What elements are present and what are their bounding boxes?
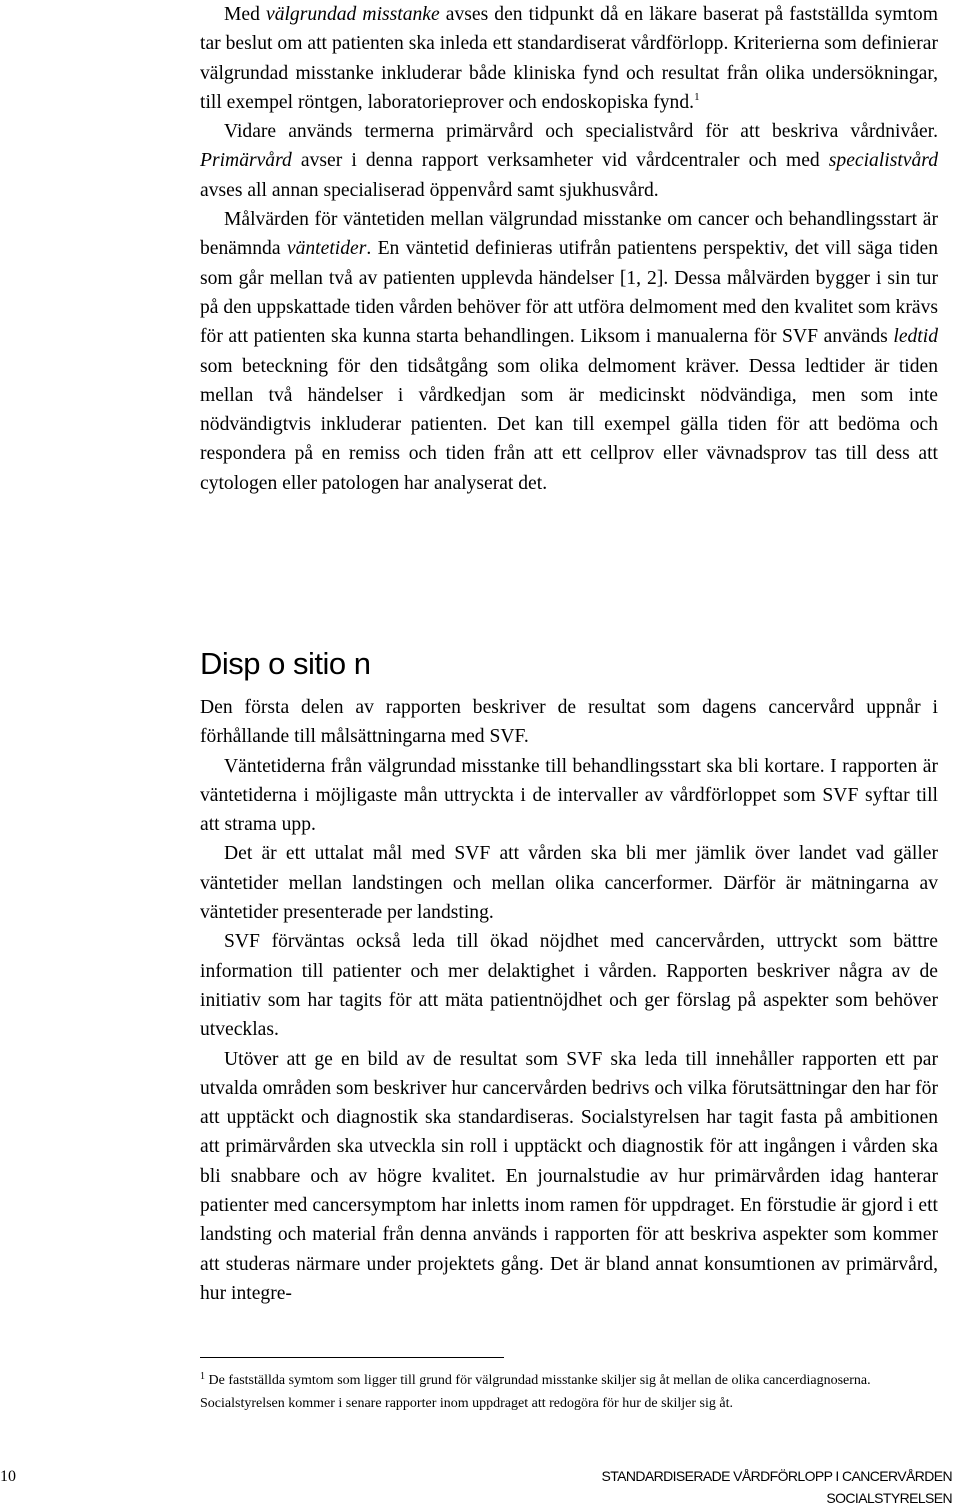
- text-run: Målvärden för väntetiden mellan välgrundad misstanke om cancer och behandlingsstart är benämnda: [200, 209, 938, 260]
- term-specialistvard: specialistvård: [828, 150, 938, 172]
- footnote: [200, 1369, 945, 1415]
- footnote-reference[interactable]: 1: [694, 90, 700, 103]
- body-text-disposition: [200, 693, 938, 1308]
- paragraph-valgrundad-misstanke: [200, 0, 938, 117]
- page-number: 10: [0, 1468, 16, 1485]
- paragraph-vardnivaer: [200, 117, 938, 205]
- paragraph: Det är ett uttalat mål med SVF att vården ska bli mer jämlik över landet vad gäller väntetider mellan landstingen och mellan olika cancerformer. Därför är mätningarna av väntetider presenterade per landsting.: [200, 843, 938, 924]
- body-text-top: [200, 0, 938, 498]
- paragraph: Den första delen av rapporten beskriver de resultat som dagens cancervård uppnår i förhållande till målsättningarna med SVF.: [200, 697, 938, 748]
- text-run: Med: [224, 4, 266, 25]
- text-run: avses den tidpunkt då en läkare baserat på fastställda symtom tar beslut om att patienten ska inleda ett standardiserat vårdförlopp. Kriterierna som definierar välgrundad misstanke inkluderar både kliniska fynd och resultat från olika undersökningar, till exempel röntgen, laboratorieprover och endoskopiska fynd.: [200, 4, 938, 113]
- footnote-text: De fastställda symtom som ligger till grund för välgrundad misstanke skiljer sig åt mellan de olika cancerdiagnoserna. Socialstyrelsen kommer i senare rapporter inom uppdraget att redogöra för hur de skiljer sig åt.: [200, 1373, 871, 1411]
- section-heading-disposition: Disp o sitio n: [200, 646, 371, 681]
- paragraph: Utöver att ge en bild av de resultat som SVF ska leda till innehåller rapporten ett par utvalda områden som beskriver hur cancervården bedrivs och vilka förutsättningar den har för att upptäckt och diagnostik ska standardiseras. Socialstyrelsen har tagit fasta på ambitionen att primärvården ska utveckla sin roll i upptäckt och diagnostik för att ingången i vården ska bli snabbare och av högre kvalitet. En journalstudie av hur primärvården idag hanterar patienter med cancersymptom har inletts inom ramen för uppdraget. En förstudie är gjord i ett landsting och material från denna används i rapporten för att beskriva aspekter som kommer att studeras närmare under projektets gång. Det är bland annat konsumtionen av primärvård, hur integre-: [200, 1048, 938, 1304]
- term-ledtid: ledtid: [893, 326, 938, 348]
- footnote-marker: 1: [200, 1371, 205, 1382]
- paragraph: SVF förväntas också leda till ökad nöjdhet med cancervården, uttryckt som bättre information till patienter och mer delaktighet i vården. Rapporten beskriver några av de initiativ som har tagits för att mäta patientnöjdhet och ger förslag på aspekter som behöver utvecklas.: [200, 931, 938, 1041]
- text-run: som beteckning för den tidsåtgång som olika delmoment kräver. Dessa ledtider är tiden mellan två händelser i vårdkedjan som är medicinskt nödvändiga, men som inte nödvändigtvis inkluderar patienten. Det kan till exempel gälla tiden för att bedöma och respondera på en remiss och tiden från att ett cellprov eller vävnadsprov tas till dess att cytologen eller patologen har analyserat det.: [200, 355, 938, 494]
- text-run: Vidare används termerna primärvård och specialistvård för att beskriva vårdnivåer.: [224, 121, 938, 143]
- paragraph-malvarden: [200, 205, 938, 498]
- term-primarvard: Primärvård: [200, 150, 292, 172]
- term-valgrundad-misstanke: välgrundad misstanke: [266, 4, 440, 25]
- text-run: avser i denna rapport verksamheter vid vårdcentraler och med: [291, 150, 829, 172]
- term-vantetider: väntetider: [286, 238, 367, 260]
- footnote-divider: [200, 1357, 504, 1358]
- paragraph: Väntetiderna från välgrundad misstanke till behandlingsstart ska bli kortare. I rapporten är väntetiderna i möjligaste mån uttryckta i de intervaller av vårdförloppet som SVF syftar till att strama upp.: [200, 755, 938, 836]
- running-title: STANDARDISERADE VÅRDFÖRLOPP I CANCERVÅRDEN: [601, 1468, 952, 1484]
- running-organization: SOCIALSTYRELSEN: [826, 1490, 952, 1506]
- text-run: . En väntetid definieras utifrån patientens perspektiv, det vill säga tiden som går mellan två av patienten upplevda händelser [1, 2]. Dessa målvärden bygger i sin tur på den uppskattade tiden vården behöver för att utföra delmoment med den kvalitet som krävs för att patienten ska kunna starta behandlingen. Liksom i manualerna för SVF används: [200, 238, 938, 348]
- text-run: avses all annan specialiserad öppenvård samt sjukhusvård.: [200, 179, 659, 201]
